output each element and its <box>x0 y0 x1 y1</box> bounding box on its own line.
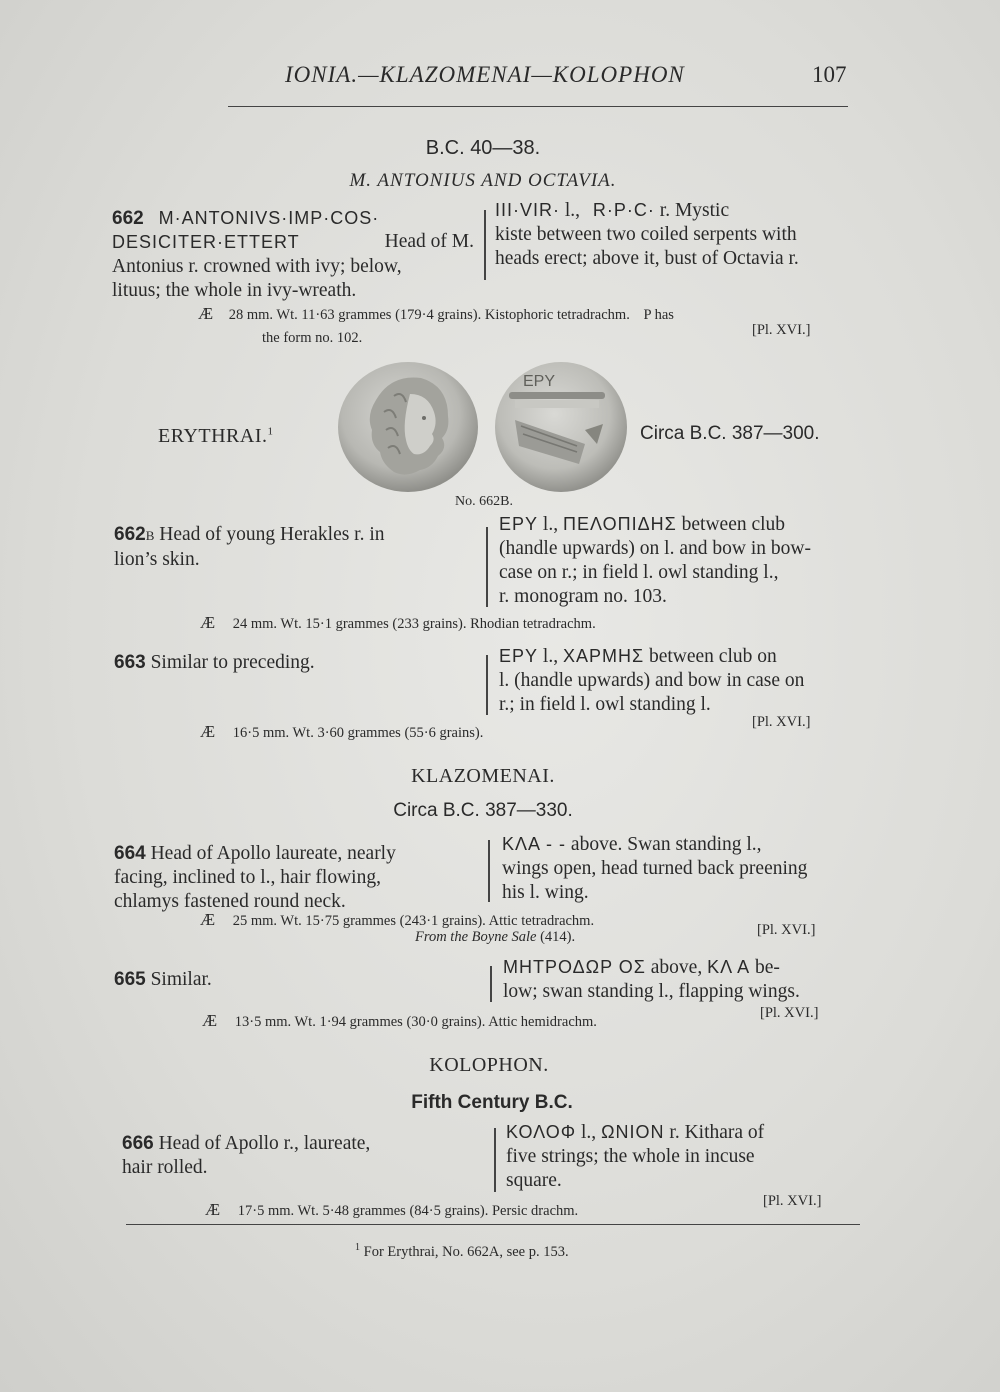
entry-666-metrology <box>205 1200 578 1221</box>
obverse-text: hair rolled. <box>122 1157 208 1178</box>
svg-text:ΕΡΥ: ΕΡΥ <box>523 373 556 390</box>
reverse-text: l., <box>542 514 559 535</box>
obverse-text: lituus; the whole in ivy-wreath. <box>112 280 357 301</box>
plate-reference: [Pl. XVI.] <box>757 922 816 938</box>
column-divider <box>486 527 488 607</box>
reverse-legend: ΩΝΙΟΝ <box>601 1122 665 1142</box>
metal-symbol: Æ <box>198 304 214 323</box>
plate-reference: [Pl. XVI.] <box>763 1193 822 1209</box>
entry-662b-metrology <box>200 613 596 634</box>
footnote-text: For Erythrai, No. 662A, see p. 153. <box>363 1243 569 1260</box>
reverse-legend: ΚΟΛΟΦ <box>506 1122 577 1142</box>
metrology-text: 28 mm. Wt. 11·63 grammes (179·4 grains). Kistophoric tetradrachm. <box>228 307 630 323</box>
entry-662-reverse <box>495 198 851 271</box>
metrology-text: 25 mm. Wt. 15·75 grammes (243·1 grains). Attic tetradrachm. <box>232 913 595 929</box>
page-number: 107 <box>812 62 847 87</box>
city-name: ERYTHRAI. <box>158 425 268 447</box>
reverse-text: l., <box>581 1122 597 1143</box>
obverse-legend: DESICITER·ETTERT <box>112 232 300 252</box>
entry-663-obverse <box>114 651 315 675</box>
section-rulers: M. ANTONIUS AND OCTAVIA. <box>349 170 617 191</box>
erythrai-date: Circa B.C. 387—300. <box>640 423 820 444</box>
reverse-text: r. Kithara of <box>669 1122 765 1143</box>
reverse-text: five strings; the whole in incuse <box>506 1146 755 1167</box>
reverse-text: above, <box>650 957 703 978</box>
entry-number: 663 <box>114 652 146 673</box>
plate-reference: [Pl. XVI.] <box>760 1005 819 1021</box>
reverse-text: be- <box>755 957 780 978</box>
klazomenai-date: Circa B.C. 387—330. <box>393 800 573 821</box>
city-heading-erythrai <box>158 425 274 448</box>
entry-665-metrology <box>202 1011 597 1032</box>
reverse-legend: R·P·C· <box>592 200 655 220</box>
reverse-text: r. Mystic <box>659 200 730 221</box>
obverse-text: Head of Apollo laureate, nearly <box>150 843 396 864</box>
metal-symbol: Æ <box>200 722 216 741</box>
reverse-text: wings open, head turned back preening <box>502 858 808 879</box>
reverse-legend: ΕΡΥ <box>499 646 539 666</box>
running-head: IONIA.—KLAZOMENAI—KOLOPHON <box>285 62 685 87</box>
reverse-text: low; swan standing l., flapping wings. <box>503 981 800 1002</box>
obverse-text: Head of young Herakles r. in <box>159 524 385 545</box>
footnote <box>355 1238 569 1262</box>
entry-662-form-note: the form no. 102. <box>262 330 363 346</box>
reverse-text: l., <box>564 200 581 221</box>
entry-suffix: B <box>145 528 155 543</box>
section-date: B.C. 40—38. <box>425 137 541 159</box>
reverse-text: case on r.; in field l. owl standing l., <box>499 562 779 583</box>
obverse-legend: M·ANTONIVS·IMP·COS· <box>158 208 380 228</box>
column-divider <box>488 840 490 902</box>
metrology-text: 17·5 mm. Wt. 5·48 grammes (84·5 grains). Persic drachm. <box>237 1203 579 1219</box>
entry-665-reverse <box>503 955 858 1004</box>
coin-reverse-image <box>493 360 629 494</box>
obverse-text: lion’s skin. <box>114 549 200 570</box>
reverse-text: between club on <box>648 646 777 667</box>
provenance-ref: (414). <box>540 929 576 945</box>
reverse-legend: ΧΑΡΜΗΣ <box>562 646 645 666</box>
plate-reference: [Pl. XVI.] <box>752 714 811 730</box>
obverse-text: Head of M. <box>384 231 474 252</box>
column-divider <box>484 210 486 280</box>
reverse-legend: ΜΗΤΡΟΔΩΡ ΟΣ <box>503 957 646 977</box>
entry-number: 665 <box>114 969 146 990</box>
city-heading-klazomenai: KLAZOMENAI. <box>411 765 555 787</box>
footnote-marker: 1 <box>355 1242 360 1253</box>
reverse-text: r.; in field l. owl standing l. <box>499 694 711 715</box>
reverse-text: square. <box>506 1170 562 1191</box>
reverse-legend: III·VIR· <box>495 200 560 220</box>
plate-reference: [Pl. XVI.] <box>752 322 811 338</box>
metal-symbol: Æ <box>200 613 216 632</box>
header-rule <box>228 106 848 107</box>
entry-663-reverse <box>499 644 851 717</box>
entry-number: 662 <box>112 208 144 229</box>
provenance-source: From the Boyne Sale <box>415 929 537 945</box>
provenance <box>415 927 575 947</box>
entry-665-obverse <box>114 968 212 992</box>
entry-662-metrology <box>198 304 674 325</box>
reverse-text: l., <box>542 646 559 667</box>
entry-662-obverse <box>112 206 474 303</box>
reverse-text: r. monogram no. 103. <box>499 586 667 607</box>
obverse-text: facing, inclined to l., hair flowing, <box>114 867 381 888</box>
reverse-text: kiste between two coiled serpents with <box>495 224 797 245</box>
metrology-text: 13·5 mm. Wt. 1·94 grammes (30·0 grains). Attic hemidrachm. <box>234 1014 597 1030</box>
column-divider <box>486 655 488 715</box>
footnote-marker: 1 <box>267 425 274 438</box>
metrology-text: P has <box>643 307 674 323</box>
column-divider <box>494 1128 496 1192</box>
column-divider <box>490 966 492 1002</box>
metal-symbol: Æ <box>200 910 216 929</box>
reverse-legend: ΠΕΛΟΠΙΔΗΣ <box>562 514 677 534</box>
kolophon-date: Fifth Century B.C. <box>411 1092 573 1113</box>
reverse-legend: ΕΡΥ <box>499 514 539 534</box>
obverse-text: Head of Apollo r., laureate, <box>158 1133 371 1154</box>
entry-662b-reverse <box>499 512 851 609</box>
figure-caption: No. 662B. <box>455 494 513 509</box>
obverse-text: Similar. <box>150 969 212 990</box>
entry-number: 666 <box>122 1133 154 1154</box>
metrology-text: 16·5 mm. Wt. 3·60 grammes (55·6 grains). <box>232 725 484 741</box>
reverse-text: heads erect; above it, bust of Octavia r. <box>495 248 799 269</box>
metrology-text: 24 mm. Wt. 15·1 grammes (233 grains). Rhodian tetradrachm. <box>232 616 596 632</box>
reverse-text: his l. wing. <box>502 882 589 903</box>
reverse-legend: ΚΛ Α <box>707 957 751 977</box>
entry-662b-obverse <box>114 523 474 572</box>
obverse-text: chlamys fastened round neck. <box>114 891 346 912</box>
obverse-text: Similar to preceding. <box>150 652 315 673</box>
entry-664-obverse <box>114 842 478 914</box>
reverse-text: above. Swan standing l., <box>570 834 762 855</box>
city-heading-kolophon: KOLOPHON. <box>429 1054 549 1076</box>
obverse-text: Antonius r. crowned with ivy; below, <box>112 256 402 277</box>
metal-symbol: Æ <box>205 1200 221 1219</box>
metal-symbol: Æ <box>202 1011 218 1030</box>
reverse-legend: ΚΛΑ - - <box>502 834 567 854</box>
entry-666-reverse <box>506 1120 861 1193</box>
footnote-rule <box>126 1224 860 1225</box>
entry-666-obverse <box>122 1132 482 1180</box>
coin-obverse-image <box>336 360 480 494</box>
entry-664-reverse <box>502 832 854 905</box>
reverse-text: (handle upwards) on l. and bow in bow- <box>499 538 811 559</box>
entry-number: 662 <box>114 524 146 545</box>
reverse-text: between club <box>681 514 786 535</box>
entry-663-metrology <box>200 722 483 743</box>
entry-number: 664 <box>114 843 146 864</box>
reverse-text: l. (handle upwards) and bow in case on <box>499 670 805 691</box>
